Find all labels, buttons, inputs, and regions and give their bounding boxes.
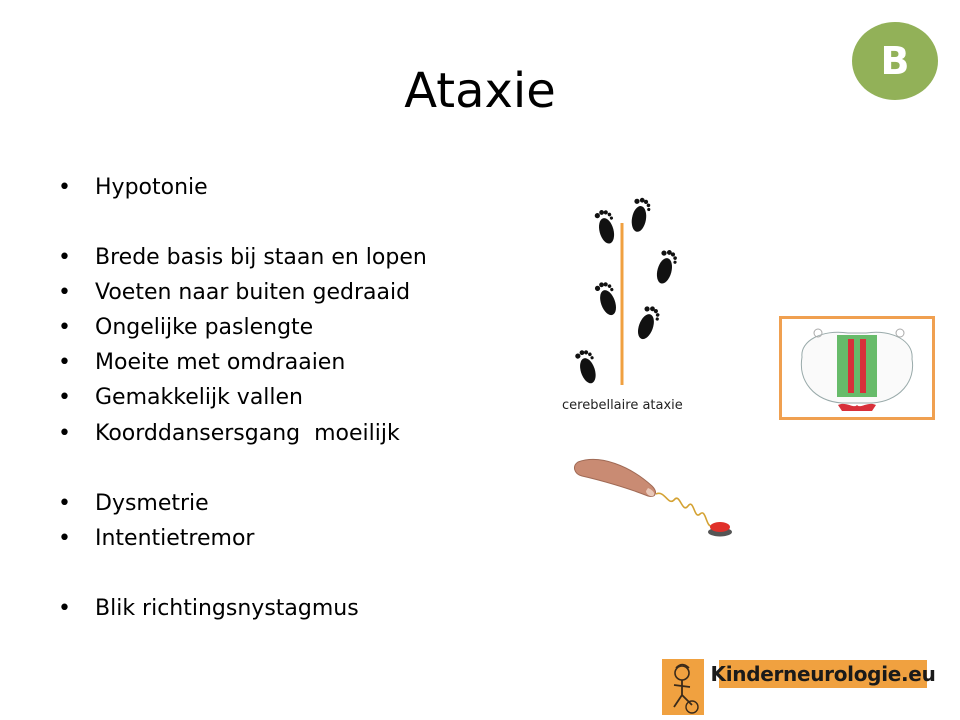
bullet-text: Moeite met omdraaien bbox=[95, 350, 346, 375]
bullet-text: Voeten naar buiten gedraaid bbox=[95, 280, 411, 305]
bullet-text: Intentietremor bbox=[95, 526, 255, 551]
red-button bbox=[710, 522, 730, 532]
red-base bbox=[838, 404, 876, 411]
footsteps-illustration bbox=[560, 185, 700, 425]
bullet-text: Blik richtingsnystagmus bbox=[95, 596, 359, 621]
nerve-root bbox=[896, 329, 904, 337]
footprint bbox=[594, 208, 620, 246]
bullet-dot: • bbox=[58, 596, 71, 621]
footprint bbox=[634, 304, 662, 342]
bullet-text: Brede basis bij staan en lopen bbox=[95, 245, 427, 270]
footer-logo bbox=[662, 659, 704, 715]
white-matter-green bbox=[837, 335, 877, 397]
footer-brand-label: Kinderneurologie.eu bbox=[710, 662, 936, 686]
bullet-dot: • bbox=[58, 491, 71, 516]
bullet-dot: • bbox=[58, 245, 71, 270]
spinal-cord-drawing bbox=[782, 319, 932, 417]
red-tract-left bbox=[848, 339, 854, 393]
finger bbox=[575, 459, 656, 496]
slide-title: Ataxie bbox=[404, 63, 556, 119]
bullet-text: Dysmetrie bbox=[95, 491, 209, 516]
bullet-text: Gemakkelijk vallen bbox=[95, 385, 304, 410]
bullet-dot: • bbox=[58, 526, 71, 551]
bullet-text: Koorddansersgang moeilijk bbox=[95, 421, 400, 446]
footprint bbox=[594, 279, 622, 317]
bullet-text: Hypotonie bbox=[95, 175, 208, 200]
bullet-dot: • bbox=[58, 175, 71, 200]
finger-tremor-illustration bbox=[570, 448, 740, 548]
footprint bbox=[574, 347, 601, 385]
footprint bbox=[629, 197, 652, 234]
bullet-dot: • bbox=[58, 315, 71, 340]
bullet-dot: • bbox=[58, 385, 71, 410]
footer-brand[interactable] bbox=[710, 660, 936, 688]
badge-label: B bbox=[880, 39, 910, 83]
bullet-dot: • bbox=[58, 350, 71, 375]
figure-caption: cerebellaire ataxie bbox=[562, 398, 683, 413]
tremor-path bbox=[656, 493, 712, 526]
bullet-dot: • bbox=[58, 280, 71, 305]
bullet-dot: • bbox=[58, 421, 71, 446]
spinal-cord-figure bbox=[779, 316, 935, 420]
bullet-text: Ongelijke paslengte bbox=[95, 315, 314, 340]
footprint bbox=[654, 248, 680, 286]
mascot-icon bbox=[662, 659, 704, 715]
red-tract-right bbox=[860, 339, 866, 393]
